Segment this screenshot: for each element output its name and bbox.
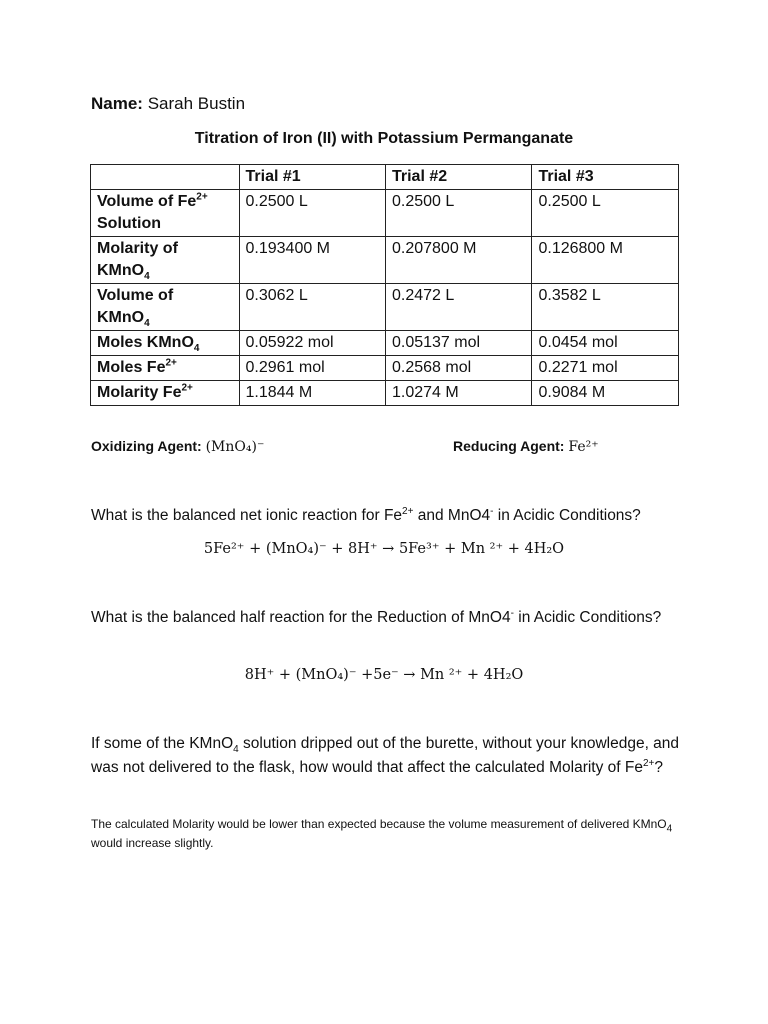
- table-cell: 0.2500 L: [239, 190, 385, 237]
- table-row: [91, 190, 679, 237]
- table-cell: 1.1844 M: [239, 381, 385, 406]
- column-header-trial-1: Trial #1: [239, 165, 385, 190]
- table-cell: 1.0274 M: [385, 381, 531, 406]
- table-cell: 0.2271 mol: [532, 356, 679, 381]
- row-label-moles-kmno4: Moles KMnO$_4$: [91, 331, 240, 356]
- oxidizing-agent-value: (MnO₄)⁻: [205, 439, 265, 455]
- column-header-trial-2: Trial #2: [385, 165, 531, 190]
- table-cell: 0.0454 mol: [532, 331, 679, 356]
- table-row: [91, 381, 679, 406]
- oxidizing-agent: [91, 438, 264, 455]
- table-cell: 0.207800 M: [385, 237, 531, 284]
- reducing-agent-label: Reducing Agent:: [453, 438, 565, 454]
- answer-text: The calculated Molarity would be lower than expected because the volume measurement of delivered KMnO$_4$ would increase slightly.: [91, 817, 673, 850]
- table-row: [91, 331, 679, 356]
- table-cell: 0.3062 L: [239, 284, 385, 331]
- table-row: [91, 237, 679, 284]
- table-cell: 0.3582 L: [532, 284, 679, 331]
- oxidizing-agent-label: Oxidizing Agent:: [91, 438, 202, 454]
- table-cell: 0.2568 mol: [385, 356, 531, 381]
- document-title: Titration of Iron (II) with Potassium Permanganate: [194, 130, 574, 147]
- table-cell: 0.2500 L: [532, 190, 679, 237]
- table-cell: 0.2961 mol: [239, 356, 385, 381]
- table-cell: 0.193400 M: [239, 237, 385, 284]
- table-row: [91, 284, 679, 331]
- table-cell: 0.9084 M: [532, 381, 679, 406]
- row-label-volume-fe: Volume of $Fe^{2+}$ Solution: [91, 190, 240, 237]
- titration-table: [90, 164, 679, 406]
- reducing-agent-value: Fe²⁺: [568, 439, 599, 455]
- question-half-reaction: What is the balanced half reaction for the Reduction of MnO4- in Acidic Conditions?: [91, 607, 662, 626]
- row-label-molarity-fe: Molarity $Fe^{2+}$: [91, 381, 240, 406]
- row-label-moles-fe: Moles $Fe^{2+}$: [91, 356, 240, 381]
- table-cell: 0.2500 L: [385, 190, 531, 237]
- equation-net-ionic: 5Fe²⁺ + (MnO₄)⁻ + 8H⁺ → 5Fe³⁺ + Mn ²⁺ + 4H₂O: [203, 541, 565, 557]
- name-label: Name:: [91, 94, 143, 113]
- equation-half-reaction: 8H⁺ + (MnO₄)⁻ +5e⁻ → Mn ²⁺ + 4H₂O: [244, 667, 524, 683]
- question-net-ionic: What is the balanced net ionic reaction for $Fe^{2+}$ and MnO4- in Acidic Conditions?: [91, 505, 641, 524]
- table-header-row: [91, 165, 679, 190]
- row-label-volume-kmno4: Volume of KMnO$_4$: [91, 284, 240, 331]
- table-cell: 0.05137 mol: [385, 331, 531, 356]
- table-cell: 0.05922 mol: [239, 331, 385, 356]
- column-header-empty: [91, 165, 240, 190]
- reducing-agent: [453, 438, 599, 455]
- table-cell: 0.126800 M: [532, 237, 679, 284]
- column-header-trial-3: Trial #3: [532, 165, 679, 190]
- student-name: Sarah Bustin: [147, 94, 246, 113]
- name-line: [91, 94, 245, 114]
- table-cell: 0.2472 L: [385, 284, 531, 331]
- row-label-molarity-kmno4: Molarity of KMnO$_4$: [91, 237, 240, 284]
- question-dripped-solution: If some of the KMnO$_4$ solution dripped out of the burette, without your knowledge, and was not delivered to the flask, how would that affect the calculated Molarity of $Fe^{2+}$?: [91, 735, 680, 776]
- table-row: [91, 356, 679, 381]
